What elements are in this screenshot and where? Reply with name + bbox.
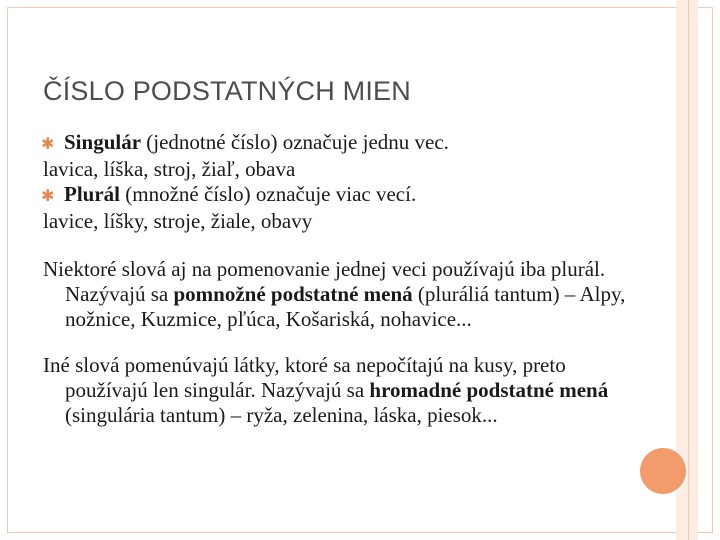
paragraph-singularia-text1: Iné slová pomenúvajú látky, ktoré sa nepočítajú na kusy, preto používajú len singulár. Nazývajú sa: [43, 353, 566, 402]
paragraph-singularia-text2: (singulária tantum) – ryža, zelenina, láska, piesok...: [65, 403, 498, 427]
paragraph-pluralia-text2: (pluráliá tantum) – Alpy, nožnice, Kuzmice, pľúca, Košariská, nohavice...: [65, 282, 626, 331]
slide-content: [43, 130, 633, 449]
spacer: [43, 234, 633, 257]
paragraph-pluralia-text1: Niektoré slová aj na pomenovanie jednej veci používajú iba plurál. Nazývajú sa: [43, 257, 606, 306]
paragraph-singularia: [43, 353, 633, 428]
paragraph-pluralia: [43, 257, 633, 332]
paragraph-pluralia-term: pomnožné podstatné mená: [173, 282, 413, 306]
example-plural: lavice, líšky, stroje, žiale, obavy: [43, 209, 313, 233]
term-plural: Plurál: [64, 182, 120, 206]
star-bullet-icon: ✱: [41, 188, 55, 205]
decorative-stripe-line: [688, 0, 689, 540]
example-singular: lavica, líška, stroj, žiaľ, obava: [43, 157, 296, 181]
star-bullet-icon: ✱: [41, 136, 55, 153]
slide-title: ČÍSLO PODSTATNÝCH MIEN: [43, 76, 411, 106]
term-singular: Singulár: [64, 130, 142, 154]
bullet-plural: [43, 182, 633, 209]
paragraph-singularia-term: hromadné podstatné mená: [369, 378, 609, 402]
definition-singular: (jednotné číslo) označuje jednu vec.: [141, 130, 449, 154]
decorative-circle: [640, 448, 686, 494]
bullet-singular: [43, 130, 633, 157]
definition-plural: (množné číslo) označuje viac vecí.: [120, 182, 417, 206]
